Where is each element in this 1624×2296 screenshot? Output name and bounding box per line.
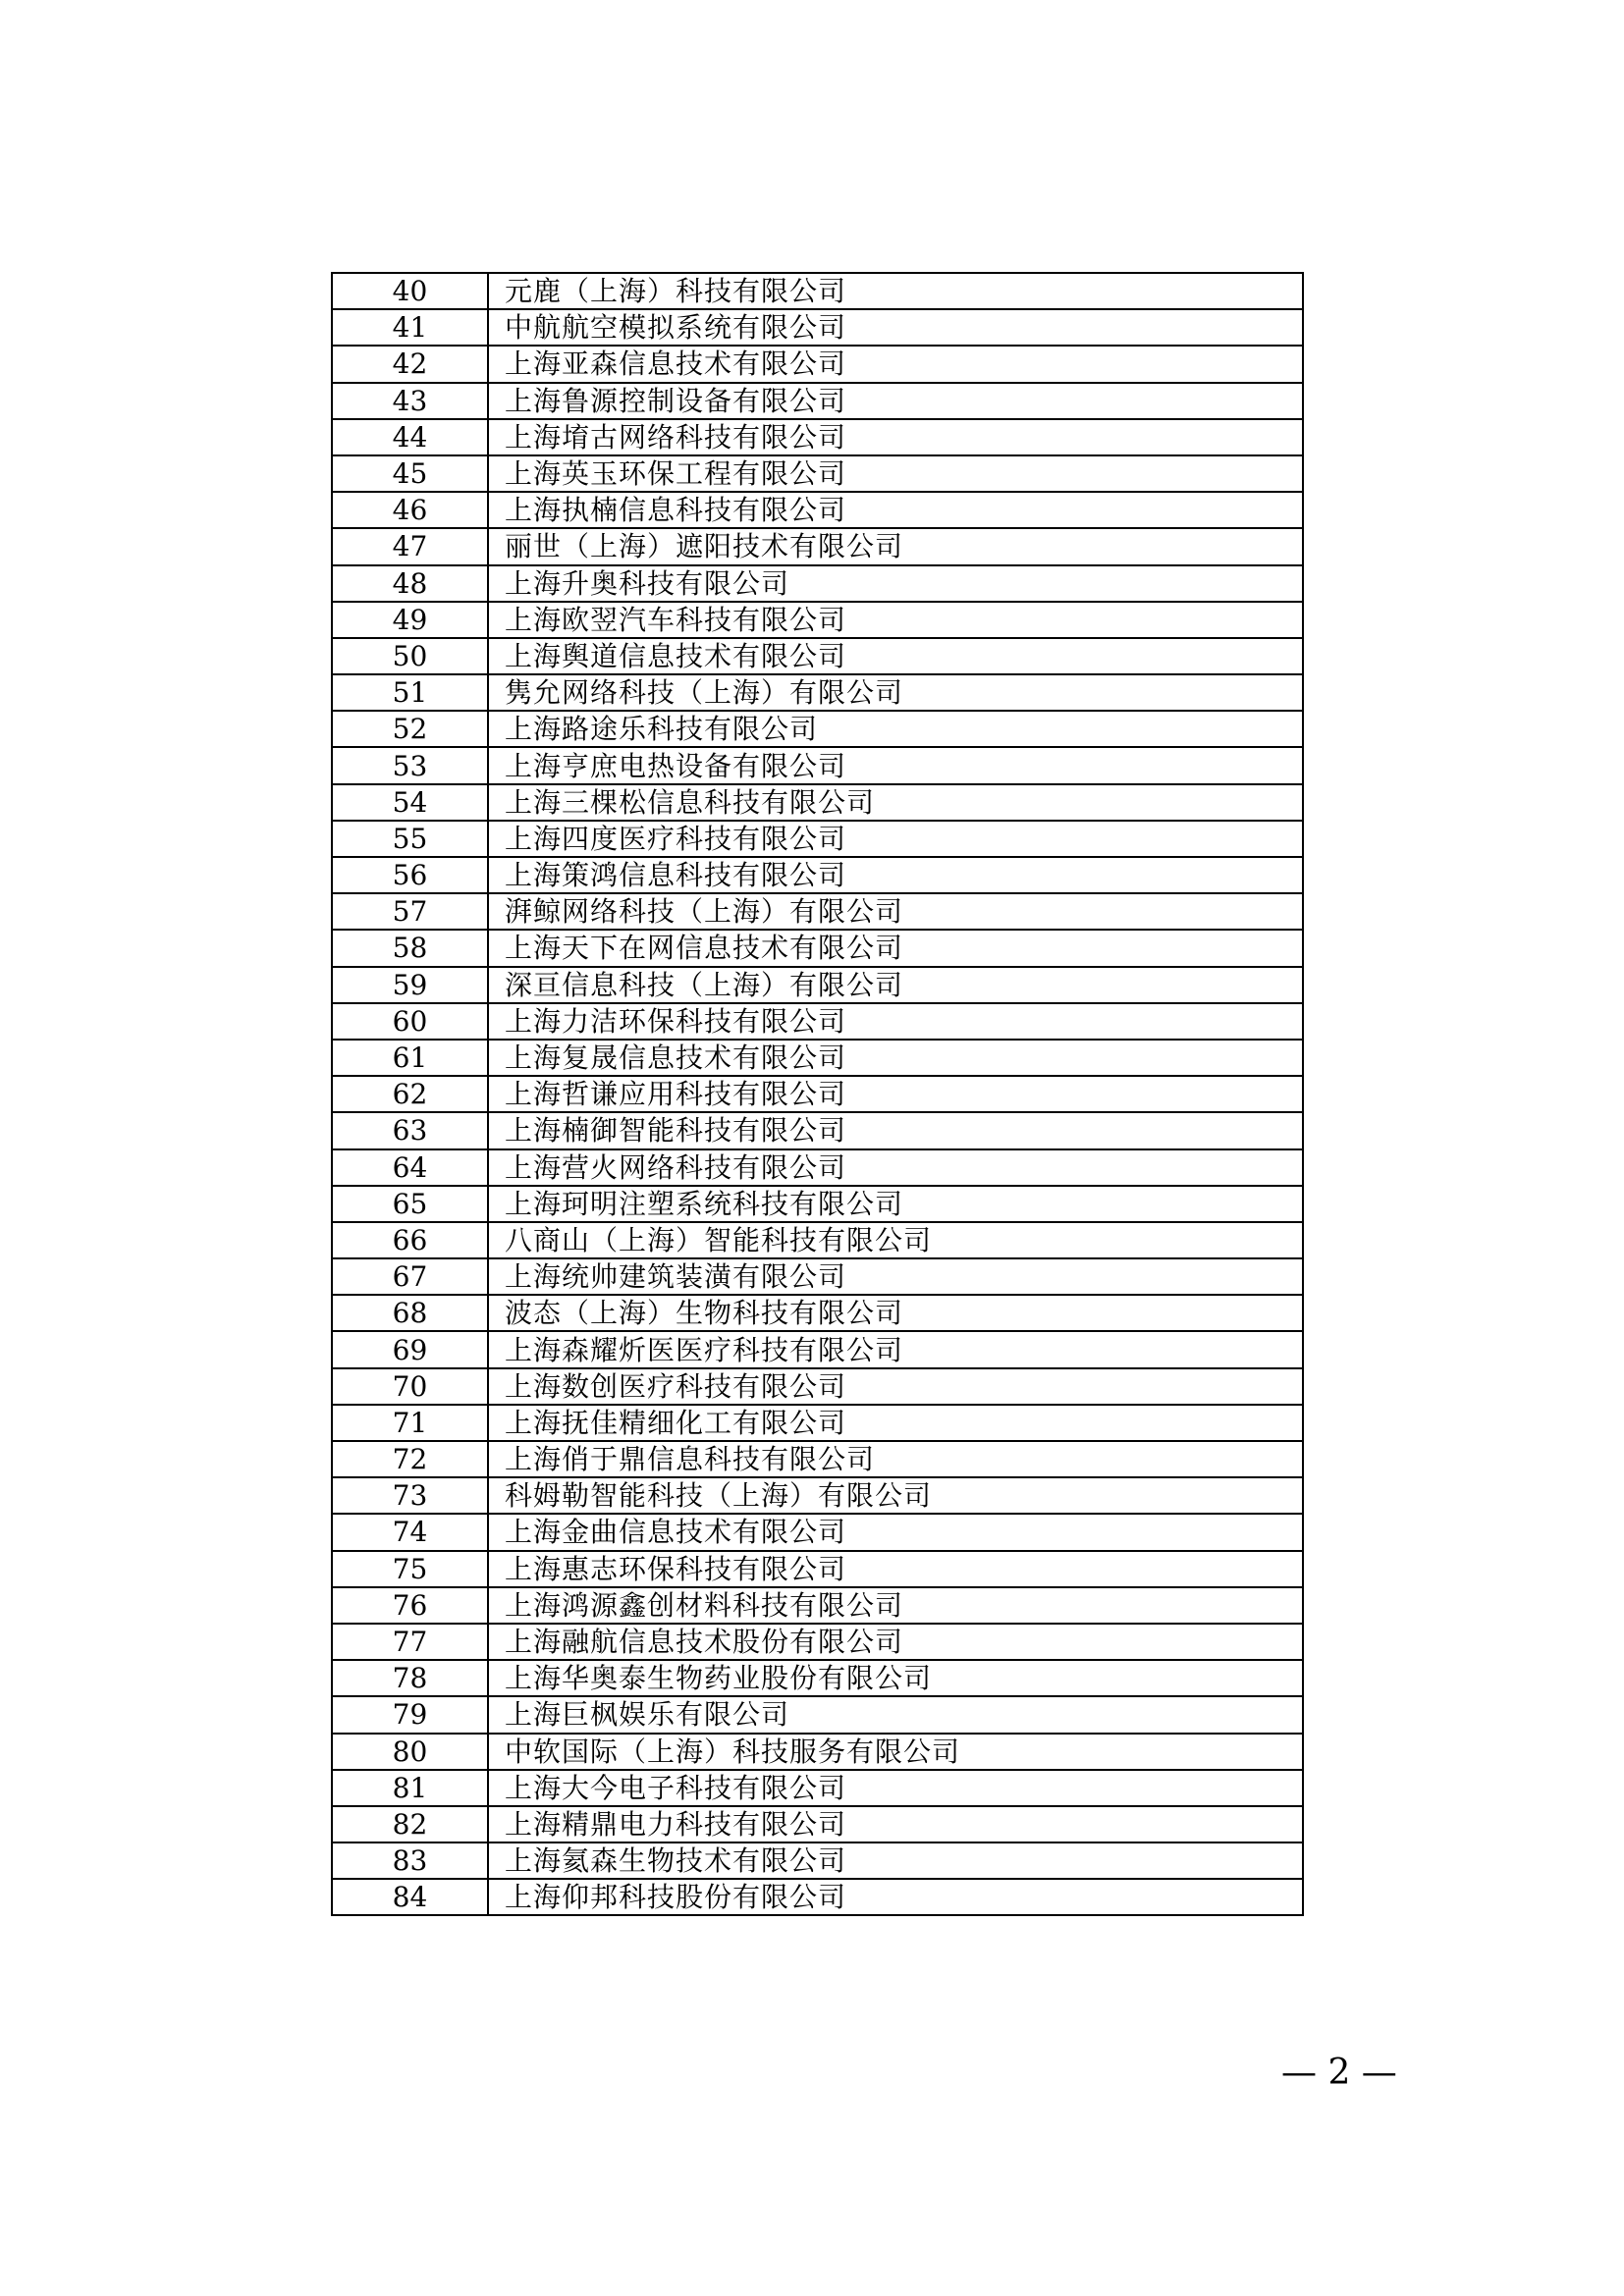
company-name-cell: 科姆勒智能科技（上海）有限公司 [488, 1477, 1303, 1514]
table-row [332, 967, 1303, 1003]
row-number-cell: 74 [332, 1514, 488, 1550]
table-row [332, 1331, 1303, 1367]
row-number-cell: 69 [332, 1331, 488, 1367]
row-number-cell: 72 [332, 1441, 488, 1477]
company-name-cell: 上海氦森生物技术有限公司 [488, 1842, 1303, 1879]
company-name-cell: 湃鲸网络科技（上海）有限公司 [488, 893, 1303, 930]
row-number-cell: 45 [332, 455, 488, 492]
table-row [332, 1806, 1303, 1842]
company-name-cell: 上海惠志环保科技有限公司 [488, 1551, 1303, 1587]
row-number-cell: 40 [332, 273, 488, 309]
row-number-cell: 53 [332, 747, 488, 783]
company-name-cell: 深亘信息科技（上海）有限公司 [488, 967, 1303, 1003]
row-number-cell: 68 [332, 1295, 488, 1331]
row-number-cell: 67 [332, 1258, 488, 1295]
company-name-cell: 上海四度医疗科技有限公司 [488, 821, 1303, 857]
table-row [332, 1222, 1303, 1258]
table-row [332, 1186, 1303, 1222]
table-row [332, 1660, 1303, 1696]
company-name-cell: 上海哲谦应用科技有限公司 [488, 1076, 1303, 1112]
row-number-cell: 58 [332, 930, 488, 966]
row-number-cell: 77 [332, 1624, 488, 1660]
company-name-cell: 上海堉古网络科技有限公司 [488, 419, 1303, 455]
table-row [332, 528, 1303, 564]
table-row [332, 1879, 1303, 1915]
row-number-cell: 75 [332, 1551, 488, 1587]
row-number-cell: 80 [332, 1734, 488, 1770]
company-name-cell: 上海英玉环保工程有限公司 [488, 455, 1303, 492]
table-row [332, 747, 1303, 783]
table-row [332, 1587, 1303, 1624]
company-name-cell: 上海巨枫娱乐有限公司 [488, 1696, 1303, 1733]
table-row [332, 1003, 1303, 1040]
table-row [332, 784, 1303, 821]
table-row [332, 455, 1303, 492]
company-name-cell: 八商山（上海）智能科技有限公司 [488, 1222, 1303, 1258]
table-row [332, 857, 1303, 893]
company-name-cell: 上海复晟信息技术有限公司 [488, 1040, 1303, 1076]
row-number-cell: 81 [332, 1770, 488, 1806]
table-row [332, 383, 1303, 419]
company-name-cell: 上海执楠信息科技有限公司 [488, 492, 1303, 528]
row-number-cell: 63 [332, 1112, 488, 1148]
table-row [332, 565, 1303, 602]
table-row [332, 1295, 1303, 1331]
company-name-cell: 上海统帅建筑装潢有限公司 [488, 1258, 1303, 1295]
table-row [332, 893, 1303, 930]
row-number-cell: 65 [332, 1186, 488, 1222]
table-row [332, 1405, 1303, 1441]
table-row [332, 1149, 1303, 1186]
company-name-cell: 元鹿（上海）科技有限公司 [488, 273, 1303, 309]
row-number-cell: 42 [332, 346, 488, 382]
row-number-cell: 61 [332, 1040, 488, 1076]
row-number-cell: 51 [332, 674, 488, 711]
table-row [332, 273, 1303, 309]
table-row [332, 1441, 1303, 1477]
table-row [332, 1734, 1303, 1770]
row-number-cell: 71 [332, 1405, 488, 1441]
page-number: — 2 — [1281, 2053, 1397, 2093]
company-name-cell: 上海融航信息技术股份有限公司 [488, 1624, 1303, 1660]
table-row [332, 419, 1303, 455]
row-number-cell: 84 [332, 1879, 488, 1915]
company-name-cell: 上海三棵松信息科技有限公司 [488, 784, 1303, 821]
row-number-cell: 52 [332, 711, 488, 747]
row-number-cell: 66 [332, 1222, 488, 1258]
company-name-cell: 上海力洁环保科技有限公司 [488, 1003, 1303, 1040]
table-row [332, 1696, 1303, 1733]
row-number-cell: 70 [332, 1368, 488, 1405]
table-row [332, 1514, 1303, 1550]
table-row [332, 1368, 1303, 1405]
company-name-cell: 上海楠御智能科技有限公司 [488, 1112, 1303, 1148]
row-number-cell: 59 [332, 967, 488, 1003]
table-row [332, 821, 1303, 857]
table-row [332, 1076, 1303, 1112]
row-number-cell: 44 [332, 419, 488, 455]
company-name-cell: 上海天下在网信息技术有限公司 [488, 930, 1303, 966]
table-row [332, 711, 1303, 747]
row-number-cell: 50 [332, 638, 488, 674]
company-name-cell: 上海金曲信息技术有限公司 [488, 1514, 1303, 1550]
table-row [332, 346, 1303, 382]
row-number-cell: 48 [332, 565, 488, 602]
company-name-cell: 上海路途乐科技有限公司 [488, 711, 1303, 747]
company-name-cell: 上海亚森信息技术有限公司 [488, 346, 1303, 382]
company-name-cell: 上海营火网络科技有限公司 [488, 1149, 1303, 1186]
company-name-cell: 上海亨庶电热设备有限公司 [488, 747, 1303, 783]
company-name-cell: 上海数创医疗科技有限公司 [488, 1368, 1303, 1405]
company-name-cell: 上海森耀炘医医疗科技有限公司 [488, 1331, 1303, 1367]
row-number-cell: 73 [332, 1477, 488, 1514]
company-name-cell: 上海策鸿信息科技有限公司 [488, 857, 1303, 893]
row-number-cell: 83 [332, 1842, 488, 1879]
row-number-cell: 62 [332, 1076, 488, 1112]
row-number-cell: 79 [332, 1696, 488, 1733]
table-row [332, 309, 1303, 346]
row-number-cell: 47 [332, 528, 488, 564]
row-number-cell: 78 [332, 1660, 488, 1696]
row-number-cell: 46 [332, 492, 488, 528]
table-row [332, 1477, 1303, 1514]
company-name-cell: 上海欧翌汽车科技有限公司 [488, 602, 1303, 638]
company-name-cell: 隽允网络科技（上海）有限公司 [488, 674, 1303, 711]
company-name-cell: 上海大今电子科技有限公司 [488, 1770, 1303, 1806]
company-name-cell: 上海鸿源鑫创材料科技有限公司 [488, 1587, 1303, 1624]
company-name-cell: 上海抚佳精细化工有限公司 [488, 1405, 1303, 1441]
table-row [332, 492, 1303, 528]
row-number-cell: 64 [332, 1149, 488, 1186]
company-name-cell: 中航航空模拟系统有限公司 [488, 309, 1303, 346]
table-row [332, 930, 1303, 966]
table-row [332, 1040, 1303, 1076]
table-row [332, 1551, 1303, 1587]
company-name-cell: 上海珂明注塑系统科技有限公司 [488, 1186, 1303, 1222]
company-list-table [331, 272, 1304, 1916]
table-row [332, 602, 1303, 638]
row-number-cell: 60 [332, 1003, 488, 1040]
company-name-cell: 上海俏于鼎信息科技有限公司 [488, 1441, 1303, 1477]
company-name-cell: 上海升奥科技有限公司 [488, 565, 1303, 602]
row-number-cell: 57 [332, 893, 488, 930]
company-list-body [332, 273, 1303, 1915]
company-name-cell: 上海鲁源控制设备有限公司 [488, 383, 1303, 419]
row-number-cell: 55 [332, 821, 488, 857]
table-row [332, 674, 1303, 711]
company-name-cell: 上海精鼎电力科技有限公司 [488, 1806, 1303, 1842]
company-name-cell: 上海舆道信息技术有限公司 [488, 638, 1303, 674]
table-row [332, 1258, 1303, 1295]
row-number-cell: 82 [332, 1806, 488, 1842]
row-number-cell: 76 [332, 1587, 488, 1624]
row-number-cell: 54 [332, 784, 488, 821]
row-number-cell: 49 [332, 602, 488, 638]
company-name-cell: 上海华奥泰生物药业股份有限公司 [488, 1660, 1303, 1696]
table-row [332, 1842, 1303, 1879]
company-name-cell: 中软国际（上海）科技服务有限公司 [488, 1734, 1303, 1770]
row-number-cell: 43 [332, 383, 488, 419]
table-row [332, 1770, 1303, 1806]
company-name-cell: 上海仰邦科技股份有限公司 [488, 1879, 1303, 1915]
table-row [332, 638, 1303, 674]
row-number-cell: 41 [332, 309, 488, 346]
company-name-cell: 丽世（上海）遮阳技术有限公司 [488, 528, 1303, 564]
company-name-cell: 波态（上海）生物科技有限公司 [488, 1295, 1303, 1331]
table-row [332, 1624, 1303, 1660]
row-number-cell: 56 [332, 857, 488, 893]
table-row [332, 1112, 1303, 1148]
